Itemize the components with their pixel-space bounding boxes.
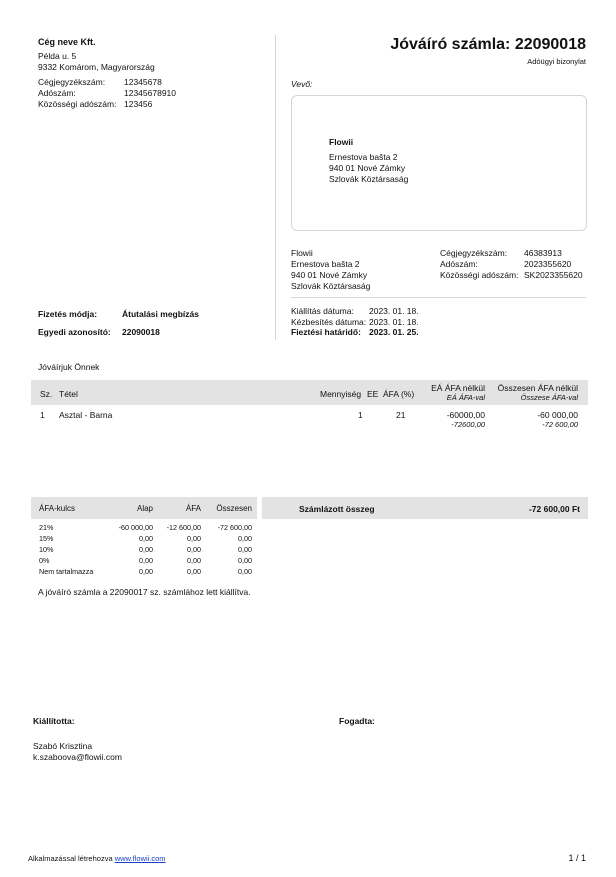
vat-total: 0,00	[238, 534, 252, 543]
footer-created-with-text: Alkalmazással létrehozva	[28, 854, 113, 863]
vat-rate: 0%	[39, 556, 50, 565]
date-label: Kiállítás dátuma:	[291, 306, 354, 316]
vat-amount: -12 600,00	[166, 523, 201, 532]
col-header-vat: ÁFA (%)	[383, 389, 415, 399]
vat-total: 0,00	[238, 545, 252, 554]
col-header-unit-gross: EÁ ÁFA-val	[446, 393, 485, 402]
buyer-address-line1-small: Ernestova bašta 2	[291, 259, 360, 269]
buyer-ids	[440, 248, 583, 281]
invoiced-total-bar	[262, 497, 588, 519]
buyer-name: Flowii	[329, 137, 354, 147]
col-header-unit: EE	[367, 389, 379, 399]
col-header-total-net: Összesen ÁFA nélkül	[497, 383, 578, 393]
date-label: Fieztési határidő:	[291, 327, 361, 337]
payment-method-label: Fizetés módja:	[38, 309, 98, 319]
seller-block	[38, 37, 268, 110]
seller-id-value: 123456	[124, 99, 153, 109]
seller-id-label: Közösségi adószám:	[38, 99, 117, 109]
buyer-country-small: Szlovák Köztársaság	[291, 281, 371, 291]
buyer-address-line2: 940 01 Nové Zámky	[329, 163, 406, 173]
intro-text: Jóváírjuk Önnek	[38, 362, 100, 372]
payment-method-row	[38, 309, 199, 319]
seller-id-value: 12345678910	[124, 88, 177, 98]
seller-id-value: 12345678	[124, 77, 162, 87]
buyer-id-value: 46383913	[524, 248, 562, 258]
cell-unit-gross: -72600,00	[451, 420, 485, 429]
buyer-id-row	[440, 270, 583, 281]
payment-method-value: Átutalási megbízás	[122, 309, 199, 319]
buyer-id-label: Cégjegyzékszám:	[440, 248, 508, 258]
buyer-address-box	[291, 95, 587, 231]
buyer-name-small: Flowii	[291, 248, 313, 258]
cell-no: 1	[40, 410, 45, 420]
vat-amount: 0,00	[187, 534, 201, 543]
vat-rate: 21%	[39, 523, 54, 532]
table-row	[31, 408, 588, 432]
vat-header-vat: ÁFA	[185, 504, 201, 513]
vat-base: 0,00	[139, 556, 153, 565]
page-number: 1 / 1	[568, 853, 586, 863]
date-value: 2023. 01. 18.	[369, 316, 419, 327]
cell-item: Asztal - Barna	[59, 410, 113, 420]
date-row-due	[291, 327, 419, 338]
flowii-link[interactable]: www.flowii.com	[114, 854, 166, 863]
dates-block	[291, 306, 419, 338]
col-header-item: Tétel	[59, 389, 78, 399]
col-header-total-gross: Összese ÁFA-val	[520, 393, 578, 402]
buyer-id-row	[440, 259, 583, 270]
buyer-label: Vevő:	[291, 79, 313, 89]
buyer-details	[291, 248, 370, 292]
vat-header-base: Alap	[136, 504, 153, 513]
received-by-label: Fogadta:	[339, 716, 375, 726]
vat-amount: 0,00	[187, 567, 201, 576]
buyer-id-row	[440, 248, 583, 259]
cell-total-gross: -72 600,00	[542, 420, 578, 429]
payment-id-label: Egyedi azonosító:	[38, 327, 111, 337]
seller-id-label: Cégjegyzékszám:	[38, 77, 106, 87]
buyer-country: Szlovák Köztársaság	[329, 174, 409, 184]
payment-block	[38, 309, 199, 337]
invoice-subtitle: Adóügyi bizonylat	[527, 57, 586, 66]
cell-vat: 21	[396, 410, 406, 420]
seller-address-line2: 9332 Komárom, Magyarország	[38, 62, 155, 72]
vat-base: 0,00	[139, 534, 153, 543]
date-label: Kézbesítés dátuma:	[291, 316, 367, 327]
vat-header-total: Összesen	[216, 504, 252, 513]
vat-amount: 0,00	[187, 545, 201, 554]
table-row	[31, 544, 257, 555]
invoiced-total-label: Számlázott összeg	[299, 504, 375, 514]
buyer-divider	[291, 297, 586, 298]
col-header-no: Sz.	[40, 389, 53, 399]
issuer-name: Szabó Krisztina	[33, 741, 93, 751]
issued-by-label: Kiállította:	[33, 716, 75, 726]
buyer-id-label: Adószám:	[440, 259, 478, 269]
vat-total: 0,00	[238, 567, 252, 576]
vat-base: -60 000,00	[118, 523, 153, 532]
credit-note-reference: A jóváíró számla a 22090017 sz. számlához lett kiállítva.	[38, 587, 251, 597]
col-header-unit-net: EÁ ÁFA nélkül	[431, 383, 485, 393]
date-row-issue	[291, 306, 419, 317]
table-row	[31, 566, 257, 577]
vat-total: 0,00	[238, 556, 252, 565]
table-row	[31, 522, 257, 533]
col-header-qty: Mennyiség	[320, 389, 362, 399]
cell-unit-net: -60000,00	[446, 410, 485, 420]
table-row	[31, 555, 257, 566]
vat-header-rate: ÁFA-kulcs	[39, 504, 76, 513]
vat-rate: 10%	[39, 545, 54, 554]
buyer-id-value: SK2023355620	[524, 270, 583, 280]
seller-id-row	[38, 99, 268, 110]
table-row	[31, 533, 257, 544]
vat-rate: Nem tartalmazza	[39, 567, 94, 576]
seller-id-row	[38, 88, 268, 99]
vat-base: 0,00	[139, 567, 153, 576]
date-row-delivery	[291, 317, 419, 328]
cell-qty: 1	[358, 410, 363, 420]
vat-table-header	[31, 497, 257, 519]
date-value: 2023. 01. 25.	[369, 327, 419, 337]
vat-amount: 0,00	[187, 556, 201, 565]
buyer-address-line2-small: 940 01 Nové Zámky	[291, 270, 368, 280]
footer-created-with	[28, 854, 166, 863]
buyer-id-label: Közösségi adószám:	[440, 270, 519, 280]
items-table-header	[31, 380, 588, 405]
vat-table-body	[31, 522, 257, 577]
payment-id-row	[38, 327, 199, 337]
buyer-id-value: 2023355620	[524, 259, 572, 269]
date-value: 2023. 01. 18.	[369, 306, 419, 316]
vat-base: 0,00	[139, 545, 153, 554]
payment-id-value: 22090018	[122, 327, 160, 337]
invoiced-total-value: -72 600,00 Ft	[528, 504, 580, 514]
column-divider	[275, 35, 276, 340]
seller-address-line1: Példa u. 5	[38, 51, 77, 61]
seller-id-row	[38, 77, 268, 88]
seller-name: Cég neve Kft.	[38, 37, 96, 47]
invoice-title: Jóváíró számla: 22090018	[390, 36, 586, 53]
vat-total: -72 600,00	[217, 523, 252, 532]
vat-rate: 15%	[39, 534, 54, 543]
issuer-email: k.szaboova@flowii.com	[33, 752, 122, 762]
seller-id-label: Adószám:	[38, 88, 76, 98]
cell-total-net: -60 000,00	[537, 410, 578, 420]
buyer-address-line1: Ernestova bašta 2	[329, 152, 398, 162]
